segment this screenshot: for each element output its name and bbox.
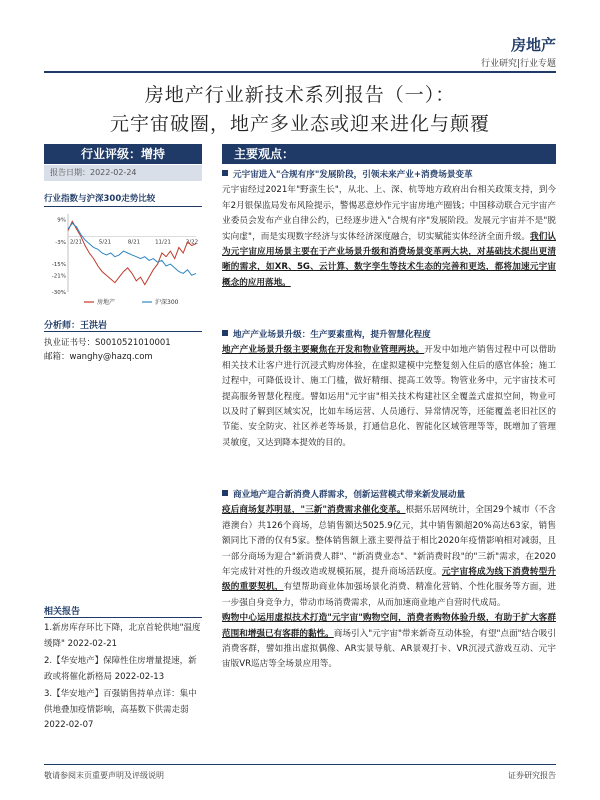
footer-disclaimer: 敬请参阅末页重要声明及评级说明 [44,771,164,780]
email-value[interactable]: wanghy@hazq.com [69,352,153,362]
x-tick-label: 11/21 [155,239,171,246]
x-tick-label: 5/21 [98,239,112,246]
footer-divider [44,764,556,765]
paragraph-emphasis: 我们认为元宇宙应用场景主要在于产业场景升级和消费场景变革两大块，对基础技术提出更清晰的需求，如XR、5G、云计算、数字孪生等技术生态的完善和更迭，都将加速元宇宙概念的应用落地。 [222,231,556,288]
section-heading-text: 地产产业场景升级：生产要素重构，提升智慧化程度 [233,330,431,340]
legend-label: 沪深300 [155,299,179,306]
related-report-item[interactable]: 2.【华安地产】保障性住房增量提速，新政或将催化新格局 2022-02-13 [44,656,197,682]
section-heading-text: 商业地产迎合新消费人群需求，创新运营模式带来新发展动量 [233,490,466,500]
industry-rating: 行业评级：增持 [44,144,202,164]
section-heading-text: 元宇宙进入"合规有序"发展阶段，引领未来产业+消费场景变革 [233,170,473,180]
chart-title: 行业指数与沪深300走势比较 [44,194,156,204]
y-tick-label: -30% [51,290,66,296]
index-comparison-chart [44,208,204,312]
paragraph-text: 开发中如地产销售过程中可以借助相关技术让客户进行沉浸式购房体验，在虚拟建模中完整复刻入住后的感官体验；施工过程中，可降低设计、施工门槛，做好精细、提高工效等。物管业务中，元宇宙技术可提高服务智慧化程度。譬如运用"元宇宙"相关技术构建社区全覆盖式虚拟空间，物业可以及时了解到区域实况，比如车场运营、人员通行、异常情况等，还能覆盖老旧社区的节能、安全防灾、社区养老等场景，打通信息化、智能化区域管理等等，既增加了管理灵敏度，又达到降本提效的目的。 [222,345,556,448]
bullet-square-icon [222,170,228,176]
section-paragraph [222,343,556,451]
x-tick-label: 8/21 [127,239,141,246]
related-reports-divider [44,617,202,618]
section-heading [222,488,556,503]
section-paragraph [222,503,556,611]
paragraph-text: 有望帮助商业体加强场景化消费、精准化营销、个性化服务等方面，进一步强自身竞争力，带动市场消费需求，从而加速商业地产自营时代成局。 [222,582,556,608]
report-title-line2: 元宇宙破圈，地产多业态或迎来进化与颠覆 [109,113,490,135]
key-points-header: 主要观点： [222,144,556,164]
section-heading [222,168,556,183]
cert-label: 执业证书号： [44,338,96,348]
related-reports-title: 相关报告 [44,607,81,617]
analyst-email [44,350,153,362]
footer-label: 证券研究报告 [508,771,556,780]
paragraph-text: 元宇宙经过2021年"野蛮生长"，从北、上、深、杭等地方政府出台相关政策支持，到今年2月银保监局发布风险提示，警惕恶意炒作元宇宙房地产圈钱；中国移动联合元宇宙产业委员会发布产业自律公约，已经逐步进入"合规有序"发展阶段。发展元宇宙并不是"脱实向虚"，而是实现数字经济与实体经济深度融合，切实赋能实体经济全面升级。 [222,185,556,242]
section-3 [222,488,556,673]
paragraph-text: 根据乐居网统计，全国29个城市（不含港澳台）共126个商场，总销售额达5025.9亿元，其中销售额超20%高达63家，销售额同比下滑的仅有5家。整体销售额上涨主要得益于相比2020年疫情影响相对减弱，且一部分商场为迎合"新消费人群"、"新消费业态"、"新消费时段"的"三新"需求，在2020年完成针对性的升级改造或规模拓展，提升商场活跃度。 [222,505,556,578]
email-label: 邮箱： [44,352,70,362]
related-report-item[interactable]: 1.新房库存环比下降，北京首轮供地"温度缓降" 2022-02-21 [44,623,201,649]
chart-title-divider [44,206,202,207]
section-heading [222,328,556,343]
cert-value: S0010521010001 [95,338,171,348]
section-paragraph [222,183,556,291]
sector-title: 房地产 [510,36,556,54]
y-tick-label: -15% [51,262,66,269]
related-report-item[interactable]: 3.【华安地产】百强销售持单点详：集中供地叠加疫情影响，高基数下供需走弱 2022-02-07 [44,689,197,730]
report-date [44,165,202,181]
series-line-real-estate [68,221,199,284]
y-tick-label: 9% [57,217,66,224]
bullet-square-icon [222,330,228,336]
legend-label: 房地产 [97,299,116,306]
y-tick-label: -21% [51,273,66,280]
analyst-divider [44,331,202,332]
cert-number [44,336,171,348]
paragraph-emphasis: 购物中心运用虚拟技术打造"元宇宙"购物空间，消费者购物体验升级，有助于扩大客群范围和增强已有客群的黏性。 [222,613,556,639]
related-reports-list [44,621,204,736]
paragraph-emphasis: 地产产业场景升级主要聚焦在开发和物业管理两块。 [222,345,425,356]
bullet-square-icon [222,490,228,496]
section-paragraph [222,611,556,673]
paragraph-text: 商场引入"元宇宙"带来新奇互动体验，有望"点面"结合吸引消费客群，譬如推出虚拟偶像、AR实景导航、AR景观打卡、VR沉浸式游戏互动、元宇宙版VR巡店等全场景应用等。 [222,628,556,670]
report-date-label: 报告日期： [50,168,90,177]
x-tick-label: 2/22 [185,239,199,246]
report-date-value: 2022-02-24 [90,168,137,177]
report-title-line1: 房地产行业新技术系列报告（一）： [144,84,456,106]
section-1 [222,168,556,291]
paragraph-emphasis: 疫后商场复苏明显，"三新"消费需求催化变革。 [222,505,406,516]
analyst-name: 分析师：王洪岩 [44,321,108,331]
y-tick-label: -3% [55,239,66,246]
x-tick-label: 2/21 [69,239,83,246]
report-type: 行业研究|行业专题 [480,59,556,69]
section-2 [222,328,556,451]
header-divider [44,71,556,73]
paragraph-emphasis: 元宇宙将成为线下消费转型升级的重要契机， [222,567,556,593]
